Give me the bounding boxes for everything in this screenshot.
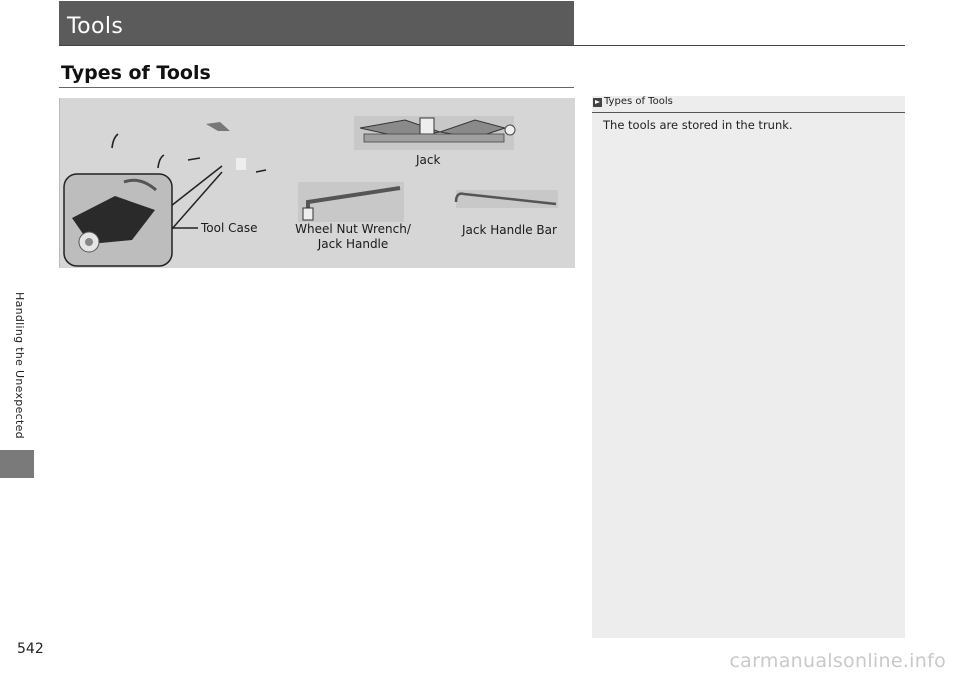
wrench-label-line1: Wheel Nut Wrench/	[295, 222, 411, 236]
wrench-label-line2: Jack Handle	[317, 237, 389, 251]
wrench-label	[293, 222, 413, 252]
tool-case-label: Tool Case	[201, 221, 258, 235]
note-panel	[592, 96, 905, 638]
reference-icon	[593, 98, 602, 107]
trunk-sketch-mark	[206, 122, 230, 131]
note-body: The tools are stored in the trunk.	[603, 118, 793, 132]
note-heading-text: Types of Tools	[604, 96, 673, 107]
tool-case-inset	[64, 174, 172, 266]
section-title: Types of Tools	[61, 62, 211, 84]
chapter-label: Handling the Unexpected	[13, 292, 26, 439]
watermark: carmanualsonline.info	[729, 650, 946, 672]
jack-illustration	[354, 116, 515, 150]
handle-bar-label: Jack Handle Bar	[462, 223, 557, 237]
trunk-sketch-block	[236, 158, 246, 170]
title-rule	[59, 45, 905, 46]
jack-label: Jack	[416, 153, 441, 167]
wrench-illustration	[298, 182, 404, 222]
chapter-tab	[0, 450, 34, 478]
note-heading	[592, 96, 905, 113]
page-title: Tools	[67, 14, 124, 39]
tools-figure	[59, 98, 575, 268]
title-bar	[59, 1, 574, 46]
page-number: 542	[17, 641, 44, 657]
section-rule	[59, 87, 574, 88]
handle-bar-illustration	[456, 190, 558, 208]
